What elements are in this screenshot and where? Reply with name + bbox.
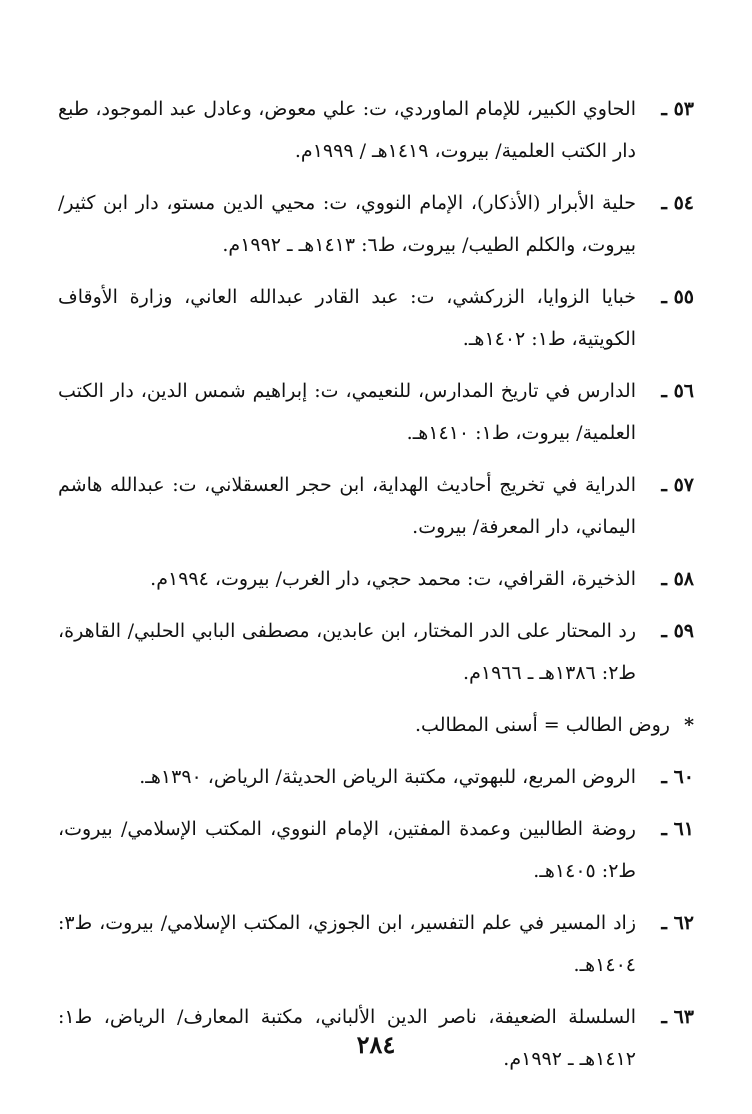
bibliography-entry-56 (58, 370, 694, 454)
bibliography-entry-61 (58, 808, 694, 892)
entry-text: خبايا الزوايا، الزركشي، ت: عبد القادر عبدالله العاني، وزارة الأوقاف الكويتية، ط١: ١٤٠٢هـ. (58, 286, 636, 350)
entry-number: ٦٢ ـ (661, 912, 694, 934)
entry-number: ٥٧ ـ (661, 474, 694, 496)
bibliography-entry-57 (58, 464, 694, 548)
entry-text: الدارس في تاريخ المدارس، للنعيمي، ت: إبراهيم شمس الدين، دار الكتب العلمية/ بيروت، ط١: ١٤١٠هـ. (58, 380, 636, 444)
bibliography-entry-58 (58, 558, 694, 600)
entry-text: الروض المربع، للبهوتي، مكتبة الرياض الحديثة/ الرياض، ١٣٩٠هـ. (139, 766, 636, 788)
entry-text: الحاوي الكبير، للإمام الماوردي، ت: علي معوض، وعادل عبد الموجود، طبع دار الكتب العلمية/ بيروت، ١٤١٩هـ / ١٩٩٩م. (58, 98, 636, 162)
bibliography-entry-62 (58, 902, 694, 986)
bibliography-entry-55 (58, 276, 694, 360)
entry-text: روض الطالب = أسنى المطالب. (415, 714, 670, 736)
bibliography-list (58, 88, 694, 1090)
entry-number: ٥٦ ـ (661, 380, 694, 402)
entry-text: روضة الطالبين وعمدة المفتين، الإمام النووي، المكتب الإسلامي/ بيروت، ط٢: ١٤٠٥هـ. (58, 818, 636, 882)
entry-number: ٥٤ ـ (661, 192, 694, 214)
bibliography-entry-54 (58, 182, 694, 266)
entry-text: السلسلة الضعيفة، ناصر الدين الألباني، مكتبة المعارف/ الرياض، ط١: ١٤١٢هـ ـ ١٩٩٢م. (58, 1006, 636, 1070)
entry-number: ٥٩ ـ (661, 620, 694, 642)
entry-number: ٥٨ ـ (661, 568, 694, 590)
bibliography-entry-60 (58, 756, 694, 798)
entry-number: ٦٣ ـ (661, 1006, 694, 1028)
entry-number: ٥٥ ـ (661, 286, 694, 308)
entry-text: حلية الأبرار (الأذكار)، الإمام النووي، ت: محيي الدين مستو، دار ابن كثير/ بيروت، والكلم الطيب/ بيروت، ط٦: ١٤١٣هـ ـ ١٩٩٢م. (58, 192, 636, 256)
page-number: ٢٨٤ (356, 1030, 396, 1059)
asterisk-marker: * (684, 714, 694, 736)
entry-text: الذخيرة، القرافي، ت: محمد حجي، دار الغرب/ بيروت، ١٩٩٤م. (150, 568, 636, 590)
entry-number: ٥٣ ـ (661, 98, 694, 120)
entry-text: الدراية في تخريج أحاديث الهداية، ابن حجر العسقلاني، ت: عبدالله هاشم اليماني، دار المعرفة/ بيروت. (58, 474, 636, 538)
entry-number: ٦٠ ـ (661, 766, 694, 788)
entry-text: رد المحتار على الدر المختار، ابن عابدين، مصطفى البابي الحلبي/ القاهرة، ط٢: ١٣٨٦هـ ـ ١٩٦٦م. (58, 620, 636, 684)
cross-reference-entry (58, 704, 694, 746)
bibliography-entry-59 (58, 610, 694, 694)
bibliography-entry-53 (58, 88, 694, 172)
entry-number: ٦١ ـ (661, 818, 694, 840)
entry-text: زاد المسير في علم التفسير، ابن الجوزي، المكتب الإسلامي/ بيروت، ط٣: ١٤٠٤هـ. (58, 912, 636, 976)
